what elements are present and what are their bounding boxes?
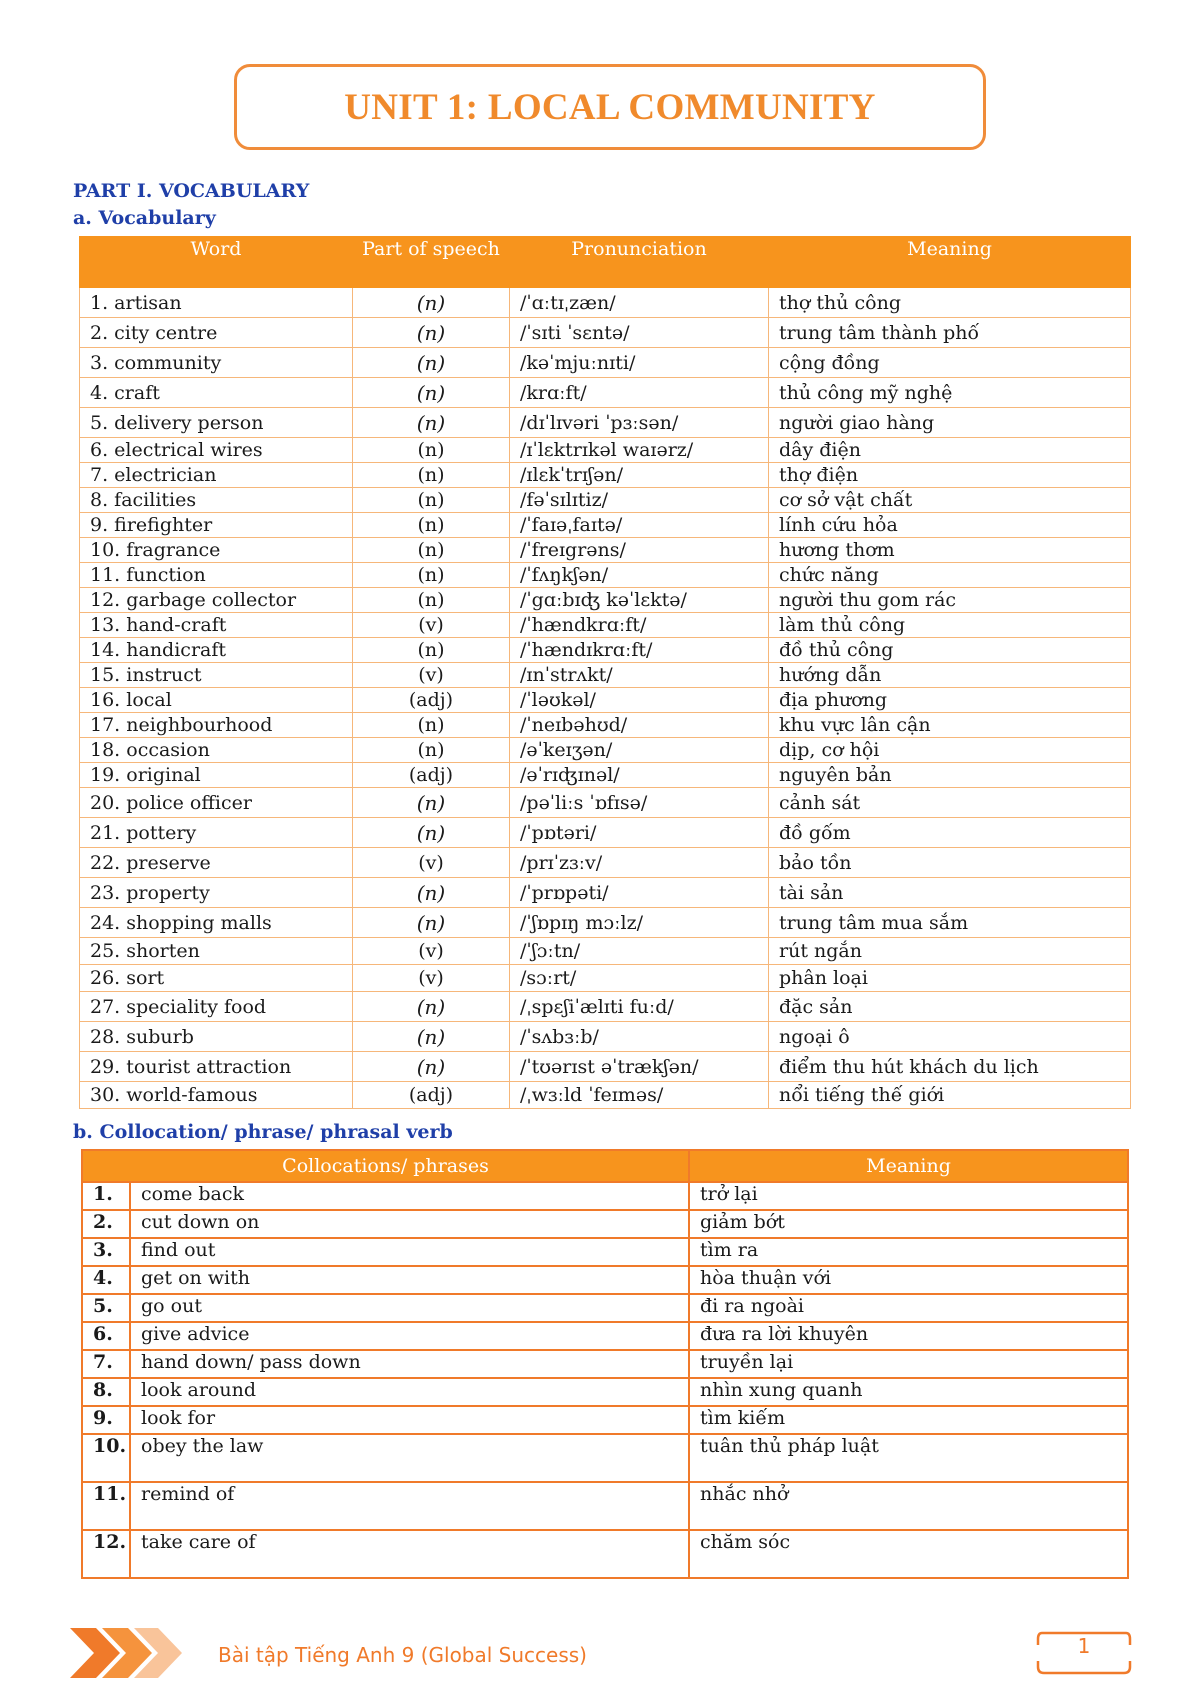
vocab-word: 4. craft <box>80 378 353 408</box>
table-row <box>80 992 1131 1022</box>
table-row <box>80 463 1131 488</box>
colloc-meaning: tìm kiếm <box>689 1406 1128 1434</box>
table-row <box>80 713 1131 738</box>
vocab-pos: (n) <box>353 348 510 378</box>
colloc-meaning: đưa ra lời khuyên <box>689 1322 1128 1350</box>
vocab-word: 22. preserve <box>80 848 353 878</box>
vocab-pronunciation: /ˈhændkrɑːft/ <box>510 613 769 638</box>
vocab-word: 3. community <box>80 348 353 378</box>
vocab-meaning: người giao hàng <box>769 408 1131 438</box>
table-row <box>82 1238 1128 1266</box>
vocab-pronunciation: /ˈʃɒpɪŋ mɔːlz/ <box>510 908 769 938</box>
vocab-pronunciation: /əˈkeɪʒən/ <box>510 738 769 763</box>
colloc-phrase: look around <box>130 1378 689 1406</box>
vocab-meaning: trung tâm mua sắm <box>769 908 1131 938</box>
colloc-phrase: come back <box>130 1182 689 1210</box>
vocab-pronunciation: /ɪnˈstrʌkt/ <box>510 663 769 688</box>
vocab-pos: (n) <box>353 1052 510 1082</box>
vocab-word: 29. tourist attraction <box>80 1052 353 1082</box>
table-row <box>80 408 1131 438</box>
vocab-word: 28. suburb <box>80 1022 353 1052</box>
vocab-pos: (v) <box>353 848 510 878</box>
chevron-arrows-icon <box>70 1628 195 1678</box>
vocab-meaning: chức năng <box>769 563 1131 588</box>
vocab-pronunciation: /pəˈliːs ˈɒfɪsə/ <box>510 788 769 818</box>
vocab-pos: (n) <box>353 878 510 908</box>
table-row <box>80 965 1131 992</box>
table-row <box>82 1482 1128 1530</box>
vocab-word: 13. hand-craft <box>80 613 353 638</box>
vocab-meaning: thợ thủ công <box>769 288 1131 318</box>
vocab-meaning: đồ thủ công <box>769 638 1131 663</box>
vocab-pos: (n) <box>353 738 510 763</box>
table-row <box>82 1434 1128 1482</box>
vocab-word: 10. fragrance <box>80 538 353 563</box>
vocab-pronunciation: /sɔːrt/ <box>510 965 769 992</box>
vocab-pronunciation: /ˌspɛʃiˈælɪti fuːd/ <box>510 992 769 1022</box>
table-row <box>80 938 1131 965</box>
vocab-word: 7. electrician <box>80 463 353 488</box>
vocab-pronunciation: /ˈfaɪəˌfaɪtə/ <box>510 513 769 538</box>
table-row <box>80 738 1131 763</box>
vocab-pronunciation: /ˈsʌbɜːb/ <box>510 1022 769 1052</box>
colloc-number: 2. <box>82 1210 130 1238</box>
vocabulary-table <box>79 236 1131 1109</box>
collocation-heading: b. Collocation/ phrase/ phrasal verb <box>73 1121 453 1143</box>
vocab-word: 25. shorten <box>80 938 353 965</box>
vocab-pos: (n) <box>353 488 510 513</box>
vocab-word: 12. garbage collector <box>80 588 353 613</box>
colloc-meaning: nhìn xung quanh <box>689 1378 1128 1406</box>
vocab-word: 17. neighbourhood <box>80 713 353 738</box>
vocab-pronunciation: /prɪˈzɜːv/ <box>510 848 769 878</box>
vocab-pos: (adj) <box>353 688 510 713</box>
colloc-meaning: trở lại <box>689 1182 1128 1210</box>
table-row <box>82 1294 1128 1322</box>
footer-book-title: Bài tập Tiếng Anh 9 (Global Success) <box>218 1643 587 1667</box>
vocab-pos: (n) <box>353 992 510 1022</box>
vocab-meaning: cảnh sát <box>769 788 1131 818</box>
vocab-pronunciation: /ˈgɑːbɪʤ kəˈlɛktə/ <box>510 588 769 613</box>
vocab-meaning: rút ngắn <box>769 938 1131 965</box>
table-row <box>82 1530 1128 1578</box>
vocab-meaning: ngoại ô <box>769 1022 1131 1052</box>
table-row <box>80 908 1131 938</box>
vocab-pronunciation: /əˈrɪʤɪnəl/ <box>510 763 769 788</box>
col-pronunciation: Pronunciation <box>510 237 769 288</box>
table-row <box>80 1022 1131 1052</box>
table-row <box>80 563 1131 588</box>
vocab-pronunciation: /ˈhændɪkrɑːft/ <box>510 638 769 663</box>
col-meaning: Meaning <box>769 237 1131 288</box>
vocab-pronunciation: /ˈɑːtɪˌzæn/ <box>510 288 769 318</box>
table-row <box>82 1266 1128 1294</box>
vocab-pronunciation: /ˈləʊkəl/ <box>510 688 769 713</box>
table-row <box>80 638 1131 663</box>
vocab-pronunciation: /fəˈsɪlɪtiz/ <box>510 488 769 513</box>
vocab-word: 26. sort <box>80 965 353 992</box>
vocab-pos: (v) <box>353 965 510 992</box>
colloc-number: 9. <box>82 1406 130 1434</box>
colloc-meaning: đi ra ngoài <box>689 1294 1128 1322</box>
table-row <box>80 763 1131 788</box>
vocab-pos: (n) <box>353 588 510 613</box>
vocab-pronunciation: /krɑːft/ <box>510 378 769 408</box>
vocab-word: 14. handicraft <box>80 638 353 663</box>
vocab-pos: (n) <box>353 408 510 438</box>
vocab-meaning: lính cứu hỏa <box>769 513 1131 538</box>
table-row <box>80 613 1131 638</box>
vocab-pronunciation: /ɪlɛkˈtrɪʃən/ <box>510 463 769 488</box>
vocab-pos: (v) <box>353 938 510 965</box>
table-row <box>82 1378 1128 1406</box>
vocab-word: 8. facilities <box>80 488 353 513</box>
table-row <box>82 1322 1128 1350</box>
colloc-phrase: look for <box>130 1406 689 1434</box>
colloc-meaning: nhắc nhở <box>689 1482 1128 1530</box>
vocab-header-row <box>80 237 1131 288</box>
vocab-pos: (adj) <box>353 1082 510 1109</box>
vocab-meaning: hương thơm <box>769 538 1131 563</box>
vocab-pronunciation: /ˈneɪbəhʊd/ <box>510 713 769 738</box>
vocab-pos: (n) <box>353 908 510 938</box>
unit-title-box <box>234 64 986 150</box>
page-number: 1 <box>1077 1634 1091 1658</box>
vocab-pronunciation: /ˌwɜːld ˈfeɪməs/ <box>510 1082 769 1109</box>
table-row <box>80 513 1131 538</box>
vocab-word: 16. local <box>80 688 353 713</box>
vocab-pronunciation: /ˈfreɪgrəns/ <box>510 538 769 563</box>
vocab-word: 18. occasion <box>80 738 353 763</box>
colloc-number: 3. <box>82 1238 130 1266</box>
vocab-word: 9. firefighter <box>80 513 353 538</box>
colloc-number: 11. <box>82 1482 130 1530</box>
col-word: Word <box>80 237 353 288</box>
vocab-pos: (n) <box>353 538 510 563</box>
table-row <box>80 538 1131 563</box>
col-colloc-meaning: Meaning <box>689 1150 1128 1182</box>
vocab-pronunciation: /ˈprɒpəti/ <box>510 878 769 908</box>
colloc-number: 4. <box>82 1266 130 1294</box>
colloc-meaning: tìm ra <box>689 1238 1128 1266</box>
vocab-word: 20. police officer <box>80 788 353 818</box>
vocab-meaning: hướng dẫn <box>769 663 1131 688</box>
table-row <box>80 1052 1131 1082</box>
colloc-phrase: cut down on <box>130 1210 689 1238</box>
vocab-meaning: người thu gom rác <box>769 588 1131 613</box>
vocab-heading: a. Vocabulary <box>73 207 216 229</box>
vocab-word: 11. function <box>80 563 353 588</box>
colloc-phrase: get on with <box>130 1266 689 1294</box>
vocab-pronunciation: /ˈsɪti ˈsɛntə/ <box>510 318 769 348</box>
colloc-meaning: hòa thuận với <box>689 1266 1128 1294</box>
table-row <box>80 818 1131 848</box>
colloc-number: 12. <box>82 1530 130 1578</box>
vocab-word: 30. world-famous <box>80 1082 353 1109</box>
table-row <box>80 348 1131 378</box>
vocab-word: 1. artisan <box>80 288 353 318</box>
vocab-meaning: dây điện <box>769 438 1131 463</box>
vocab-meaning: điểm thu hút khách du lịch <box>769 1052 1131 1082</box>
table-row <box>82 1350 1128 1378</box>
table-row <box>80 438 1131 463</box>
colloc-phrase: take care of <box>130 1530 689 1578</box>
collocation-table <box>81 1149 1129 1579</box>
vocab-word: 21. pottery <box>80 818 353 848</box>
colloc-meaning: truyền lại <box>689 1350 1128 1378</box>
table-row <box>80 288 1131 318</box>
col-part-of-speech: Part of speech <box>353 237 510 288</box>
vocab-pronunciation: /ˈtʊərɪst əˈtrækʃən/ <box>510 1052 769 1082</box>
vocab-word: 15. instruct <box>80 663 353 688</box>
vocab-meaning: nguyên bản <box>769 763 1131 788</box>
vocab-meaning: địa phương <box>769 688 1131 713</box>
colloc-meaning: chăm sóc <box>689 1530 1128 1578</box>
vocab-meaning: trung tâm thành phố <box>769 318 1131 348</box>
vocab-pos: (n) <box>353 288 510 318</box>
col-collocations: Collocations/ phrases <box>82 1150 689 1182</box>
vocab-pos: (n) <box>353 638 510 663</box>
table-row <box>80 318 1131 348</box>
unit-title: UNIT 1: LOCAL COMMUNITY <box>344 86 876 128</box>
table-row <box>80 688 1131 713</box>
vocab-pronunciation: /dɪˈlɪvəri ˈpɜːsən/ <box>510 408 769 438</box>
vocab-word: 6. electrical wires <box>80 438 353 463</box>
table-row <box>80 378 1131 408</box>
part-heading: PART I. VOCABULARY <box>73 180 310 202</box>
vocab-pos: (n) <box>353 713 510 738</box>
vocab-meaning: thợ điện <box>769 463 1131 488</box>
vocab-pos: (n) <box>353 788 510 818</box>
vocab-meaning: thủ công mỹ nghệ <box>769 378 1131 408</box>
vocab-meaning: dịp, cơ hội <box>769 738 1131 763</box>
table-row <box>80 488 1131 513</box>
colloc-phrase: go out <box>130 1294 689 1322</box>
vocab-pos: (n) <box>353 438 510 463</box>
colloc-number: 7. <box>82 1350 130 1378</box>
vocab-meaning: cộng đồng <box>769 348 1131 378</box>
vocab-meaning: làm thủ công <box>769 613 1131 638</box>
vocab-word: 24. shopping malls <box>80 908 353 938</box>
colloc-number: 10. <box>82 1434 130 1482</box>
table-row <box>82 1406 1128 1434</box>
vocab-pos: (n) <box>353 463 510 488</box>
vocab-pronunciation: /ˈʃɔːtn/ <box>510 938 769 965</box>
colloc-phrase: obey the law <box>130 1434 689 1482</box>
vocab-pos: (n) <box>353 563 510 588</box>
vocab-meaning: đặc sản <box>769 992 1131 1022</box>
vocab-pos: (n) <box>353 1022 510 1052</box>
colloc-meaning: giảm bớt <box>689 1210 1128 1238</box>
vocab-pronunciation: /kəˈmjuːnɪti/ <box>510 348 769 378</box>
vocab-pos: (v) <box>353 663 510 688</box>
colloc-number: 8. <box>82 1378 130 1406</box>
vocab-pos: (v) <box>353 613 510 638</box>
colloc-phrase: hand down/ pass down <box>130 1350 689 1378</box>
table-row <box>80 1082 1131 1109</box>
vocab-pronunciation: /ɪˈlɛktrɪkəl waɪərz/ <box>510 438 769 463</box>
table-row <box>80 663 1131 688</box>
vocab-meaning: nổi tiếng thế giới <box>769 1082 1131 1109</box>
colloc-number: 6. <box>82 1322 130 1350</box>
vocab-pos: (n) <box>353 818 510 848</box>
vocab-meaning: bảo tồn <box>769 848 1131 878</box>
table-row <box>82 1182 1128 1210</box>
vocab-meaning: tài sản <box>769 878 1131 908</box>
table-row <box>80 588 1131 613</box>
vocab-pos: (adj) <box>353 763 510 788</box>
vocab-pos: (n) <box>353 513 510 538</box>
colloc-phrase: give advice <box>130 1322 689 1350</box>
vocab-pronunciation: /ˈpɒtəri/ <box>510 818 769 848</box>
vocab-meaning: phân loại <box>769 965 1131 992</box>
vocab-word: 2. city centre <box>80 318 353 348</box>
colloc-phrase: remind of <box>130 1482 689 1530</box>
vocab-word: 19. original <box>80 763 353 788</box>
vocab-pronunciation: /ˈfʌŋkʃən/ <box>510 563 769 588</box>
vocab-word: 23. property <box>80 878 353 908</box>
table-row <box>80 788 1131 818</box>
vocab-meaning: cơ sở vật chất <box>769 488 1131 513</box>
colloc-number: 5. <box>82 1294 130 1322</box>
table-row <box>82 1210 1128 1238</box>
vocab-meaning: đồ gốm <box>769 818 1131 848</box>
vocab-pos: (n) <box>353 318 510 348</box>
table-row <box>80 878 1131 908</box>
vocab-meaning: khu vực lân cận <box>769 713 1131 738</box>
colloc-phrase: find out <box>130 1238 689 1266</box>
colloc-meaning: tuân thủ pháp luật <box>689 1434 1128 1482</box>
colloc-header-row <box>82 1150 1128 1182</box>
vocab-word: 5. delivery person <box>80 408 353 438</box>
vocab-word: 27. speciality food <box>80 992 353 1022</box>
colloc-number: 1. <box>82 1182 130 1210</box>
vocab-pos: (n) <box>353 378 510 408</box>
table-row <box>80 848 1131 878</box>
